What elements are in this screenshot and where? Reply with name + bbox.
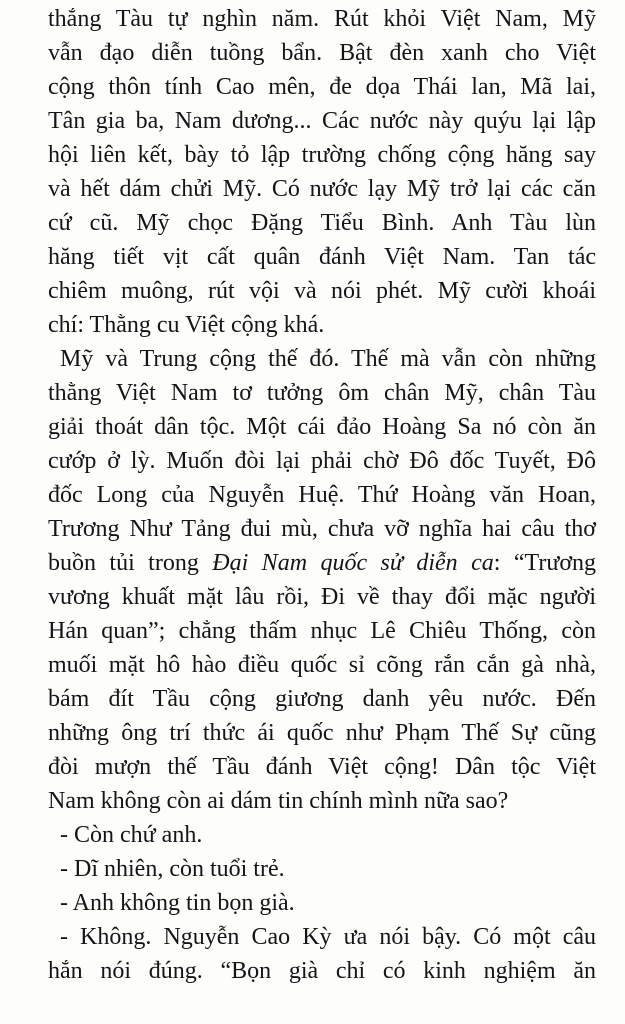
text-line-17-start: buồn tủi trong — [48, 550, 213, 576]
text-line-15: đốc Long của Nguyễn Huệ. Thứ Hoàng văn Hoan, — [48, 482, 596, 508]
text-line-13: giải thoát dân tộc. Một cái đảo Hoàng Sa nó còn ăn — [48, 414, 596, 440]
text-line-24: Nam không còn ai dám tin chính mình nữa sao? — [48, 788, 509, 814]
text-line-7: cứ cũ. Mỹ chọc Đặng Tiểu Bình. Anh Tàu lùn — [48, 210, 596, 236]
text-line-18: vương khuất mặt lâu rồi, Đi về thay đổi mặc người — [48, 584, 596, 610]
text-line-21: bám đít Tầu cộng giương danh yêu nước. Đến — [48, 686, 596, 712]
text-line-9: chiêm muông, rút vội và nói phét. Mỹ cười khoái — [48, 278, 596, 304]
text-line-11: Mỹ và Trung cộng thế đó. Thế mà vẫn còn những — [60, 346, 596, 372]
text-line-20: muối mặt hô hào điều quốc sỉ cõng rắn cắn gà nhà, — [48, 652, 596, 678]
text-line-17 — [48, 546, 596, 580]
text-line-4: Tân gia ba, Nam dương... Các nước này quýu lại lập — [48, 108, 596, 134]
text-line-3: cộng thôn tính Cao mên, đe dọa Thái lan, Mã lai, — [48, 74, 596, 100]
text-line-23: đòi mượn thế Tầu đánh Việt cộng! Dân tộc Việt — [48, 754, 596, 780]
dialogue-line-1: - Còn chứ anh. — [60, 822, 203, 848]
book-title: Đại Nam quốc sử diễn ca — [212, 550, 494, 576]
text-line-16: Trương Như Tảng đui mù, chưa vỡ nghĩa hai câu thơ — [48, 516, 596, 542]
text-line-14: cướp ở lỳ. Muốn đòi lại phải chờ Đô đốc Tuyết, Đô — [48, 448, 596, 474]
text-line-5: hội liên kết, bày tỏ lập trường chống cộng hăng say — [48, 142, 596, 168]
dialogue-line-4: - Không. Nguyễn Cao Kỳ ưa nói bậy. Có một câu — [60, 924, 596, 950]
text-line-2: vẫn đạo diễn tuồng bẩn. Bật đèn xanh cho Việt — [48, 40, 596, 66]
text-line-17-end: : “Trương — [493, 550, 597, 576]
text-line-22: những ông trí thức ái quốc như Phạm Thế Sự cũng — [48, 720, 596, 746]
text-line-6: và hết dám chửi Mỹ. Có nước lạy Mỹ trở lại các căn — [48, 176, 596, 202]
dialogue-line-3: - Anh không tin bọn già. — [60, 890, 295, 916]
dialogue-line-5: hắn nói đúng. “Bọn già chỉ có kinh nghiệm ăn — [48, 958, 596, 984]
text-line-12: thằng Việt Nam tơ tưởng ôm chân Mỹ, chân Tàu — [48, 380, 596, 406]
text-line-1: thắng Tàu tự nghìn năm. Rút khỏi Việt Nam, Mỹ — [48, 6, 596, 32]
dialogue-line-2: - Dĩ nhiên, còn tuổi trẻ. — [60, 856, 285, 882]
text-line-19: Hán quan”; chẳng thấm nhục Lê Chiêu Thống, còn — [48, 618, 596, 644]
text-line-8: hăng tiết vịt cất quân đánh Việt Nam. Tan tác — [48, 244, 596, 270]
text-line-10: chí: Thằng cu Việt cộng khá. — [48, 312, 325, 338]
